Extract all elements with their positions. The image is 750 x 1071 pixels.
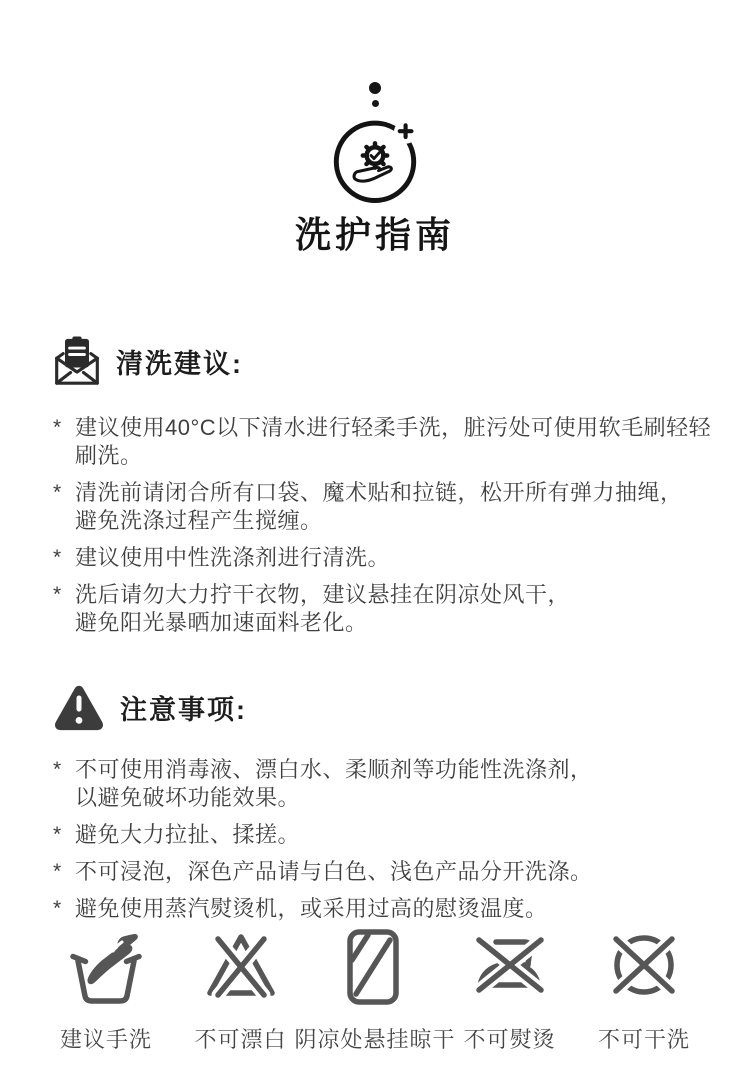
decorative-dot-large bbox=[369, 82, 381, 94]
bullet-marker: * bbox=[53, 546, 62, 569]
care-label: 不可熨烫 bbox=[463, 1027, 556, 1052]
care-item-no-dry-clean bbox=[580, 925, 708, 1054]
no-bleach-icon bbox=[201, 927, 281, 1007]
bullet-marker: * bbox=[53, 860, 62, 883]
bullet-marker: * bbox=[53, 416, 62, 439]
tip-text: 避免使用蒸汽熨烫机，或采用过高的慰烫温度。 bbox=[75, 896, 548, 921]
tip-text: 避免阳光暴晒加速面料老化。 bbox=[75, 610, 368, 635]
cleaning-advice-list bbox=[53, 414, 720, 637]
care-label: 建议手洗 bbox=[59, 1027, 152, 1052]
care-item-no-bleach bbox=[177, 925, 305, 1054]
section-precautions bbox=[0, 683, 750, 923]
page-title: 洗护指南 bbox=[294, 214, 455, 255]
no-dry-clean-icon bbox=[604, 927, 684, 1007]
tip-text: 不可浸泡，深色产品请与白色、浅色产品分开洗涤。 bbox=[75, 859, 593, 884]
tip-text: 清洗前请闭合所有口袋、魔术贴和拉链，松开所有弹力抽绳， bbox=[75, 480, 683, 505]
warning-triangle-icon bbox=[53, 683, 105, 731]
list-item bbox=[53, 895, 720, 923]
care-label: 阴凉处悬挂晾干 bbox=[294, 1027, 456, 1052]
section-precautions-header bbox=[53, 683, 720, 731]
list-item bbox=[53, 858, 720, 886]
section-heading: 清洗建议: bbox=[116, 348, 243, 379]
tip-text: 以避免破坏功能效果。 bbox=[75, 785, 301, 810]
precautions-list bbox=[53, 756, 720, 923]
decorative-dot-small bbox=[372, 100, 379, 107]
section-heading: 注意事项: bbox=[120, 694, 247, 725]
list-item bbox=[53, 581, 720, 637]
hand-wash-icon bbox=[66, 927, 146, 1007]
bullet-marker: * bbox=[53, 583, 62, 606]
care-label: 不可漂白 bbox=[194, 1027, 287, 1052]
bullet-marker: * bbox=[53, 823, 62, 846]
bullet-marker: * bbox=[53, 758, 62, 781]
section-cleaning-advice bbox=[0, 335, 750, 637]
care-label: 不可干洗 bbox=[597, 1027, 690, 1052]
open-envelope-letter-icon bbox=[53, 335, 101, 387]
no-iron-icon bbox=[470, 927, 550, 1007]
tip-text: 不可使用消毒液、漂白水、柔顺剂等功能性洗涤剂， bbox=[75, 757, 593, 782]
list-item bbox=[53, 544, 720, 572]
tip-text: 建议使用40°C以下清水进行轻柔手洗，脏污处可使用软毛刷轻轻刷洗。 bbox=[75, 415, 712, 468]
care-item-shade-hang-dry bbox=[294, 925, 456, 1054]
list-item bbox=[53, 821, 720, 849]
bullet-marker: * bbox=[53, 481, 62, 504]
care-service-badge-icon bbox=[330, 115, 420, 205]
tip-text: 避免大力拉扯、揉搓。 bbox=[75, 822, 301, 847]
list-item bbox=[53, 479, 720, 535]
care-symbols-row bbox=[0, 925, 750, 1054]
tip-text: 建议使用中性洗涤剂进行清洗。 bbox=[75, 545, 391, 570]
bullet-marker: * bbox=[53, 897, 62, 920]
list-item bbox=[53, 756, 720, 812]
care-item-no-iron bbox=[446, 925, 574, 1054]
tip-text: 避免洗涤过程产生搅缠。 bbox=[75, 508, 323, 533]
section-cleaning-advice-header bbox=[53, 335, 720, 387]
list-item bbox=[53, 414, 720, 470]
care-item-hand-wash bbox=[42, 925, 170, 1054]
tip-text: 洗后请勿大力拧干衣物，建议悬挂在阴凉处风干， bbox=[75, 582, 571, 607]
shade-hang-dry-icon bbox=[335, 927, 415, 1007]
hero-header bbox=[0, 0, 750, 255]
